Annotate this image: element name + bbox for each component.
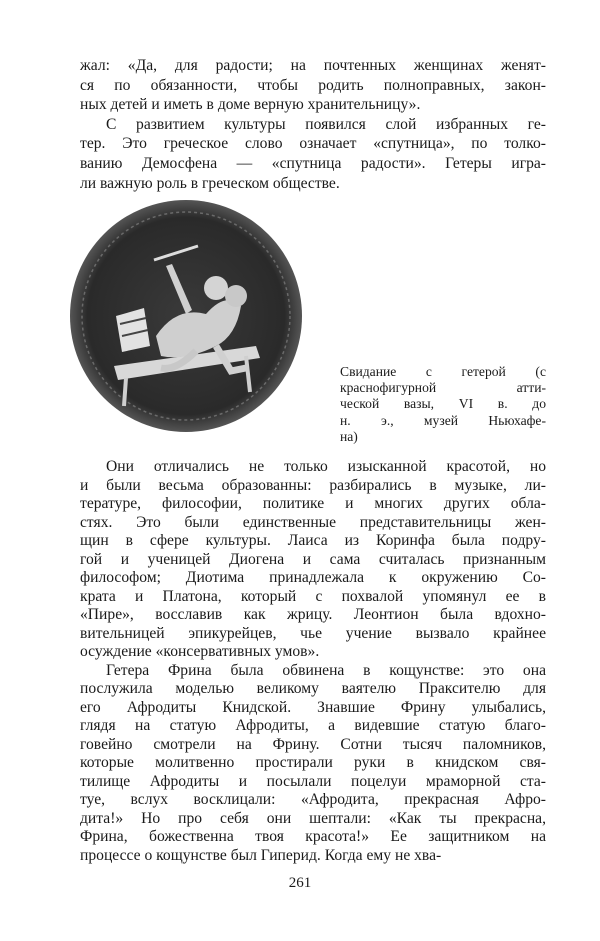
vase-painting-image [66, 196, 306, 436]
text-line: щин в сфере культуры. Лаиса из Коринфа была подру- [80, 532, 546, 549]
text-line: и были весьма образованны: разбирались в музыке, ли- [80, 476, 546, 494]
caption-line: н. э., музей Ньюхафе- [340, 412, 546, 428]
text-line: философом; Диотима принадлежала к окружению Со- [80, 569, 546, 586]
text-line: тилище Афродиты и посылали поцелуи мраморной ста- [80, 772, 546, 790]
caption-line: Свидание с гетерой (с [340, 364, 546, 379]
caption-line: ческой вазы, VI в. до [340, 396, 546, 412]
text-line: дита!» Но про себя они шептали: «Как ты прекрасна, [80, 809, 546, 827]
text-line: его Афродиты Книдской. Знавшие Фрину улыбались, [80, 698, 546, 716]
paragraph [80, 662, 546, 866]
vase-illustration [66, 196, 306, 436]
text-line: «Пире», восславив как жрицу. Леонтион была вдохно- [80, 606, 546, 623]
text-line: послужила моделью великому ваятелю Праксителю для [80, 680, 546, 697]
text-line: Они отличались не только изысканной красотой, но [106, 458, 546, 475]
text-line: ся по обязанности, чтобы родить полноправных, закон- [80, 76, 546, 94]
text-line: гой и ученицей Диогена и сама считалась признанным [80, 550, 546, 568]
page-number: 261 [288, 875, 312, 891]
text-line: ли важную роль в греческом обществе. [80, 174, 340, 192]
text-line: стях. Это были единственные представительницы жен- [80, 513, 546, 531]
text-line: туе, вслух восклицали: «Афродита, прекрасная Афро- [80, 791, 546, 808]
text-line: ных детей и иметь в доме верную хранительницу». [80, 96, 421, 114]
caption-line: краснофигурной атти- [340, 380, 546, 396]
text-line: крата и Платона, который с похвалой упомянул ее в [80, 587, 546, 605]
figure-caption [340, 364, 546, 445]
text-line: Гетера Фрина была обвинена в кощунстве: это она [106, 661, 546, 679]
text-line: Фрина, божественна твоя красота!» Ее защитником на [80, 828, 546, 845]
paragraph [80, 115, 546, 193]
text-line: ванию Демосфена — «спутница радости». Гетеры игра- [80, 154, 546, 172]
bottom-text [80, 458, 546, 865]
text-line: которые молитвенно простирали руки в книдском свя- [80, 754, 546, 771]
text-line: жал: «Да, для радости; на почтенных женщинах женят- [80, 57, 546, 74]
text-line: тературе, философии, политике и многих других обла- [80, 495, 546, 512]
caption-line: на) [340, 428, 358, 444]
text-line: осуждение «консервативных умов». [80, 643, 320, 660]
text-line: глядя на статую Афродиты, а видевшие статую благо- [80, 717, 546, 734]
text-line: говейно смотрели на Фрину. Сотни тысяч паломников, [80, 735, 546, 753]
paragraph [80, 458, 546, 662]
text-line: процессе о кощунстве был Гиперид. Когда ему не хва- [80, 846, 442, 864]
text-line: вительницей эпикурейцев, чье учение вызвало крайнее [80, 624, 546, 642]
text-line: С развитием культуры появился слой избранных ге- [106, 115, 546, 133]
text-line: тер. Это греческое слово означает «спутница», по толко- [80, 135, 546, 153]
top-text [80, 56, 546, 193]
paragraph [80, 56, 546, 115]
